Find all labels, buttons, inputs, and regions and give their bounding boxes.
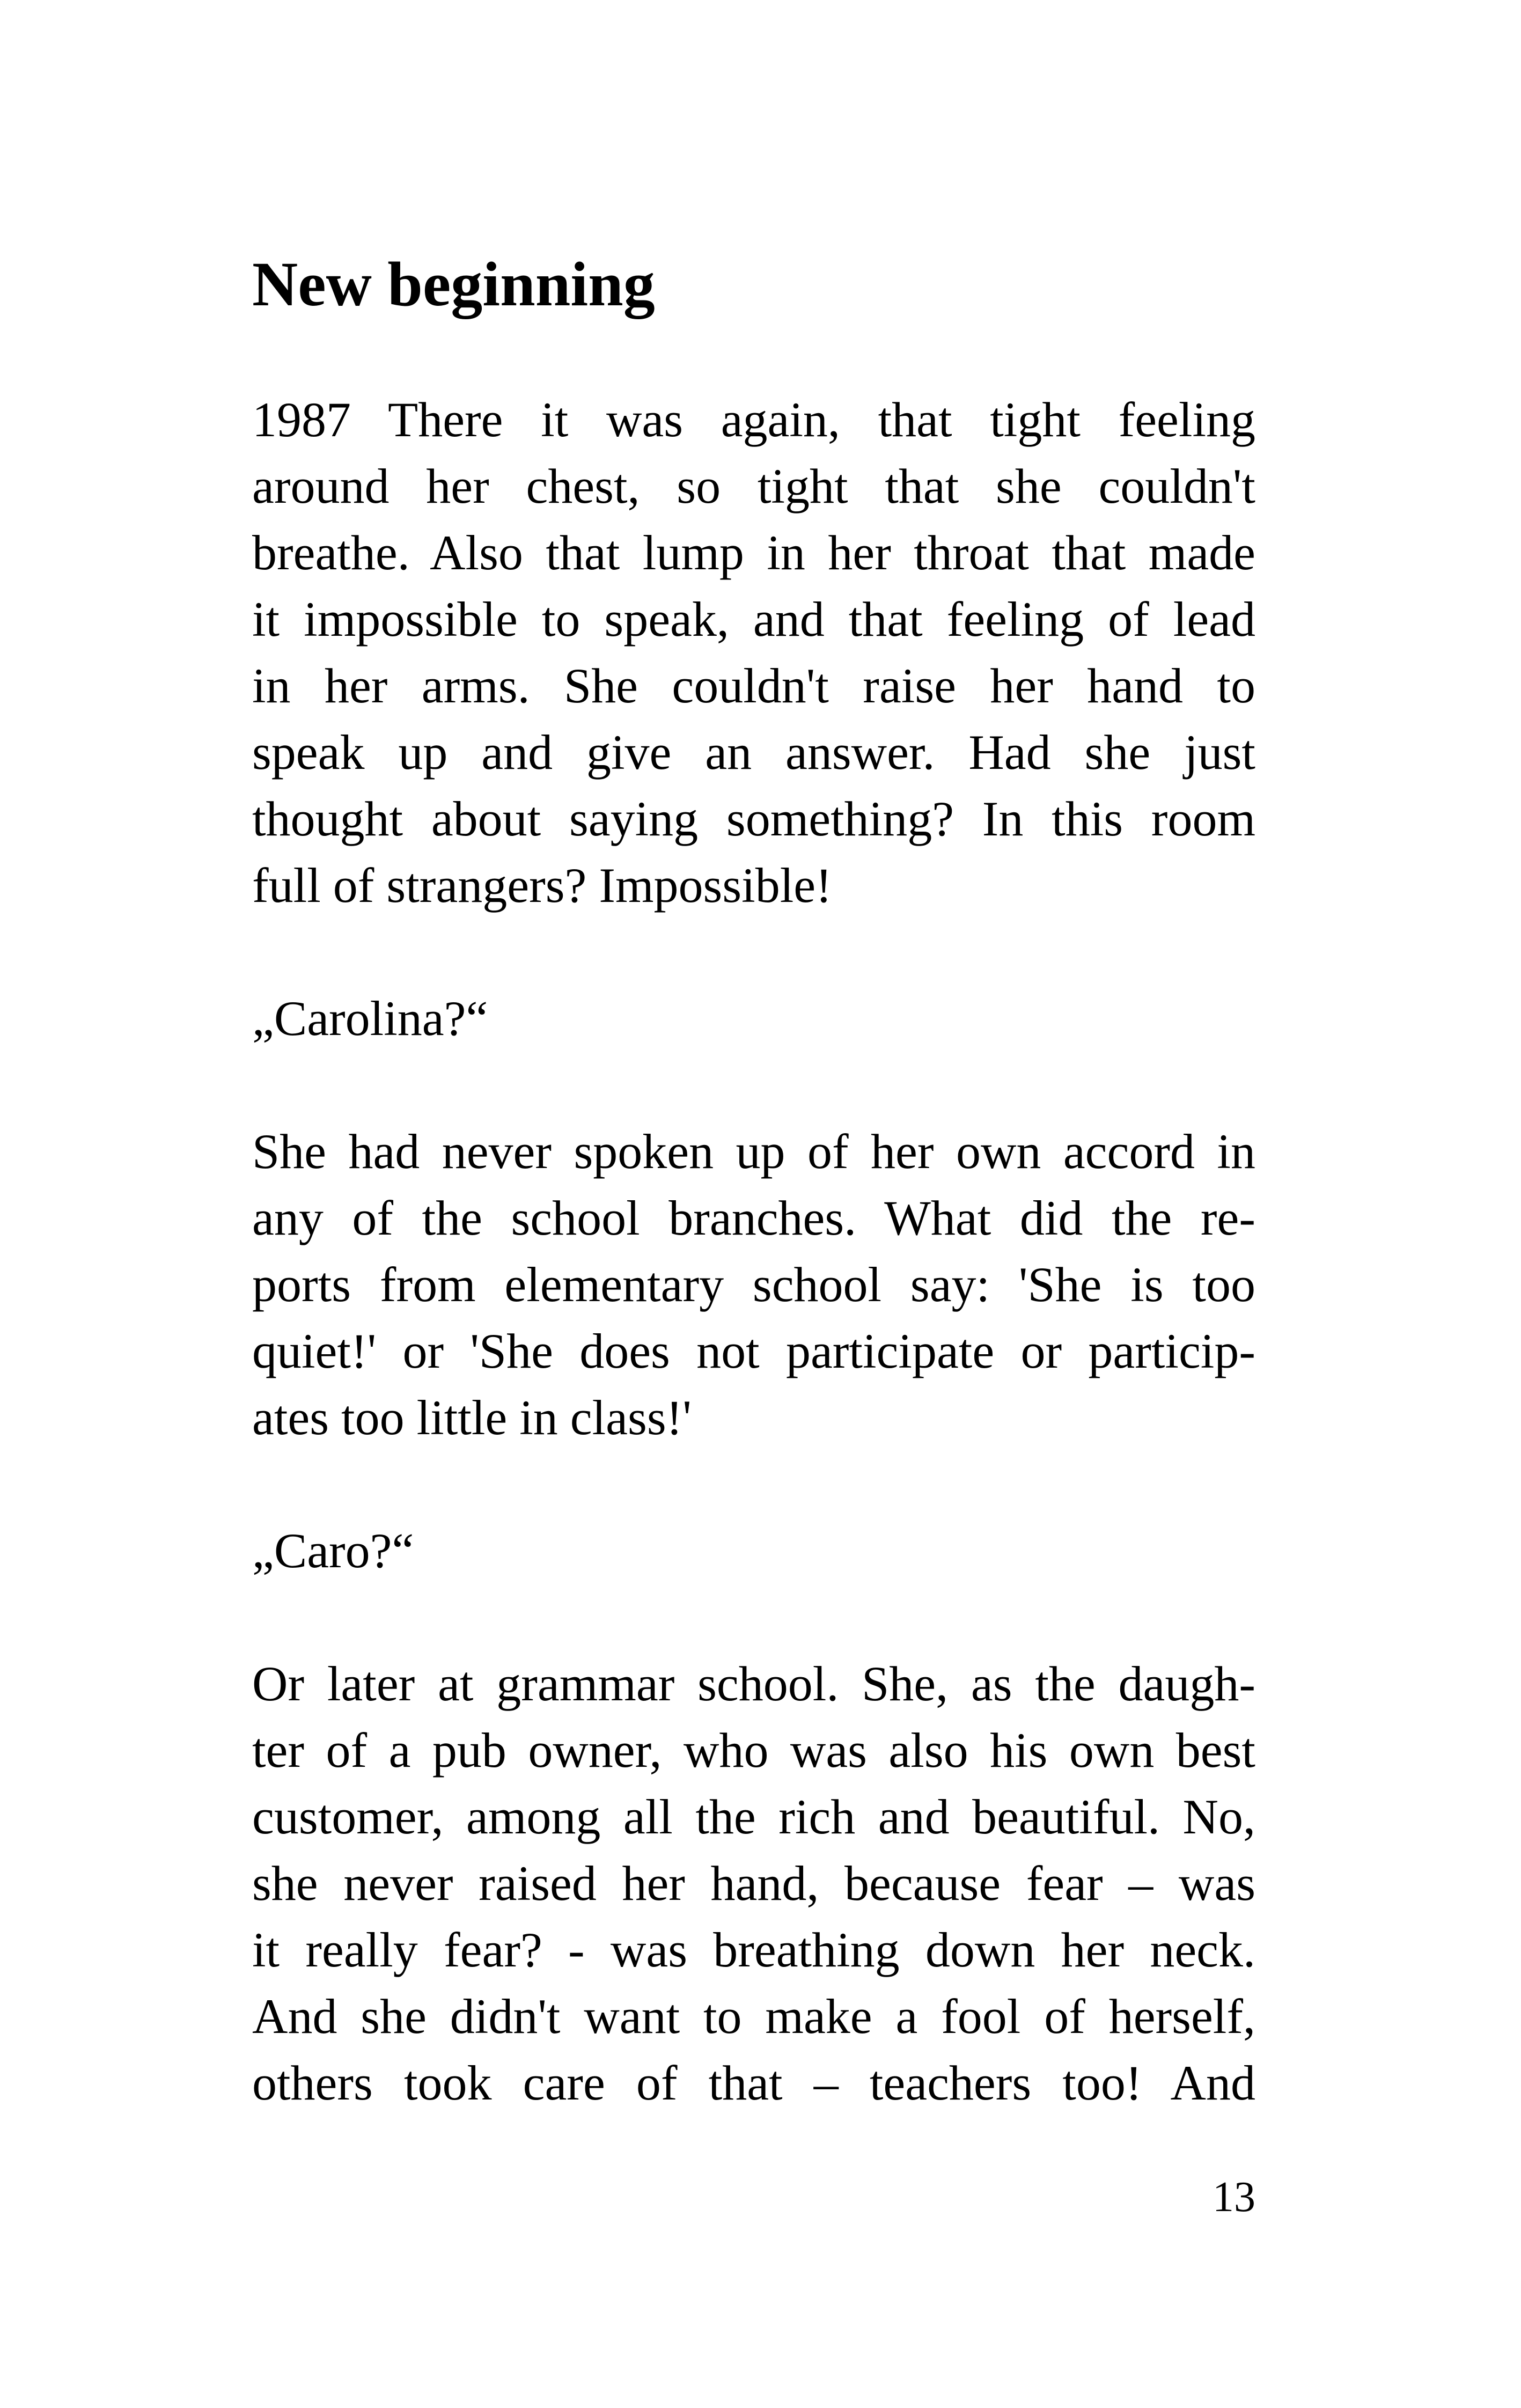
page-number: 13 bbox=[1213, 2174, 1255, 2221]
text-line: thought about saying something? In this room bbox=[252, 791, 1255, 846]
text-line: 1987 There it was again, that tight feeling bbox=[252, 392, 1255, 447]
text-line: ates too little in class!' bbox=[252, 1390, 692, 1445]
text-line: it impossible to speak, and that feeling of lead bbox=[252, 592, 1255, 647]
text-line: customer, among all the rich and beautiful. No, bbox=[252, 1789, 1255, 1844]
text-line: it really fear? - was breathing down her neck. bbox=[252, 1922, 1255, 1977]
paragraph bbox=[252, 1650, 1255, 2116]
paragraph bbox=[252, 1118, 1255, 1451]
text-line: she never raised her hand, because fear – was bbox=[252, 1856, 1255, 1911]
text-line: speak up and give an answer. Had she just bbox=[252, 725, 1255, 780]
text-line: others took care of that – teachers too! And bbox=[252, 2055, 1255, 2110]
text-line: breathe. Also that lump in her throat that made bbox=[252, 525, 1255, 580]
text-line: And she didn't want to make a fool of herself, bbox=[252, 1989, 1255, 2044]
text-line: full of strangers? Impossible! bbox=[252, 858, 832, 913]
text-line: „Caro?“ bbox=[252, 1523, 414, 1578]
paragraph bbox=[252, 386, 1255, 919]
text-line: ports from elementary school say: 'She is too bbox=[252, 1257, 1255, 1312]
text-line: She had never spoken up of her own accord in bbox=[252, 1124, 1255, 1179]
text-line: around her chest, so tight that she couldn't bbox=[252, 459, 1255, 513]
text-line: in her arms. She couldn't raise her hand to bbox=[252, 658, 1255, 713]
dialogue-line bbox=[252, 985, 1255, 1052]
text-line: ter of a pub owner, who was also his own best bbox=[252, 1723, 1255, 1778]
text-line: „Carolina?“ bbox=[252, 991, 488, 1046]
text-line: any of the school branches. What did the re- bbox=[252, 1191, 1255, 1245]
text-line: quiet!' or 'She does not participate or particip- bbox=[252, 1324, 1255, 1378]
chapter-title: New beginning bbox=[252, 249, 655, 319]
text-line: Or later at grammar school. She, as the daugh- bbox=[252, 1656, 1255, 1711]
dialogue-line bbox=[252, 1517, 1255, 1584]
